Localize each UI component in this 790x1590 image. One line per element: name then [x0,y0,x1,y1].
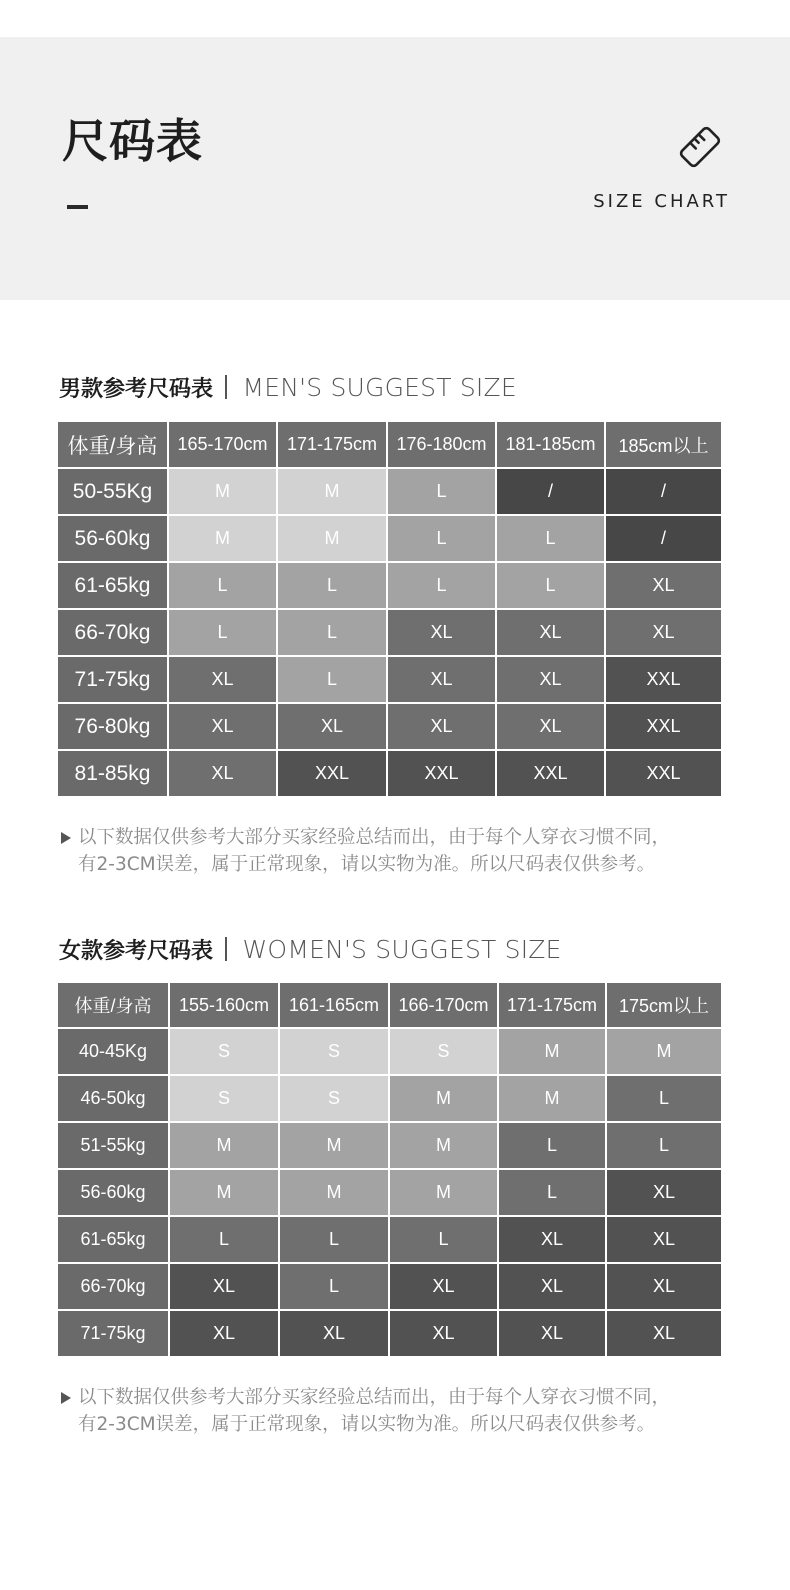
column-header: 185cm以上 [605,422,721,468]
size-cell: XL [277,703,387,750]
size-cell: S [279,1028,389,1075]
size-cell: XL [387,656,496,703]
row-label: 71-75kg [58,1310,169,1356]
table-row [58,1075,721,1122]
size-cell: XXL [387,750,496,796]
size-cell: L [496,515,605,562]
column-header: 176-180cm [387,422,496,468]
size-cell: L [279,1216,389,1263]
size-cell: XL [498,1263,606,1310]
size-cell: L [277,609,387,656]
row-label: 50-55Kg [58,468,168,515]
title-dash [67,205,88,209]
table-row [58,1310,721,1356]
size-cell: L [498,1122,606,1169]
size-cell: L [389,1216,498,1263]
size-cell: XL [606,1310,721,1356]
row-label: 71-75kg [58,656,168,703]
size-cell: XL [605,562,721,609]
size-cell: XL [387,609,496,656]
size-cell: L [279,1263,389,1310]
size-cell: M [498,1075,606,1122]
size-cell: M [498,1028,606,1075]
size-cell: XXL [496,750,605,796]
table-row [58,703,721,750]
size-cell: XL [496,656,605,703]
size-cell: XXL [605,656,721,703]
size-cell: XL [279,1310,389,1356]
size-cell: XL [168,703,277,750]
row-label: 56-60kg [58,1169,169,1216]
size-cell: XL [169,1310,279,1356]
row-label: 66-70kg [58,1263,169,1310]
size-cell: L [387,468,496,515]
size-cell: M [277,515,387,562]
size-cell: XL [387,703,496,750]
size-cell: / [605,468,721,515]
size-cell: / [496,468,605,515]
heading-separator [225,937,227,961]
size-cell: M [606,1028,721,1075]
size-cell: L [168,609,277,656]
row-label: 51-55kg [58,1122,169,1169]
corner-label: 体重/身高 [58,422,168,468]
size-cell: XL [168,750,277,796]
table-header-row [58,422,721,468]
size-cell: XL [606,1216,721,1263]
row-label: 61-65kg [58,562,168,609]
ruler-icon [677,124,723,170]
column-header: 171-175cm [277,422,387,468]
size-cell: L [606,1122,721,1169]
size-cell: XL [605,609,721,656]
table-row [58,1216,721,1263]
size-cell: M [279,1169,389,1216]
row-label: 40-45Kg [58,1028,169,1075]
women-section-heading [59,932,562,966]
table-header-row [58,983,721,1028]
column-header: 181-185cm [496,422,605,468]
size-cell: XL [606,1169,721,1216]
size-cell: M [168,515,277,562]
heading-separator [225,375,227,399]
note-line: 以下数据仅供参考大部分买家经验总结而出，由于每个人穿衣习惯不同， [78,1387,671,1408]
table-row [58,609,721,656]
corner-label: 体重/身高 [58,983,169,1028]
size-cell: XL [496,703,605,750]
size-cell: XXL [605,703,721,750]
women-size-table [58,983,721,1356]
men-section-heading [59,370,517,404]
column-header: 165-170cm [168,422,277,468]
size-cell: L [387,562,496,609]
column-header: 175cm以上 [606,983,721,1028]
size-cell: M [169,1122,279,1169]
size-cell: XL [606,1263,721,1310]
size-cell: XL [389,1310,498,1356]
size-chart-label: SIZE CHART [593,191,730,212]
row-label: 61-65kg [58,1216,169,1263]
table-row [58,1263,721,1310]
note-bullet-icon [61,1392,71,1404]
size-cell: S [169,1028,279,1075]
column-header: 166-170cm [389,983,498,1028]
size-cell: L [168,562,277,609]
size-cell: L [387,515,496,562]
row-label: 56-60kg [58,515,168,562]
table-row [58,468,721,515]
table-row [58,656,721,703]
note-line: 有2-3CM误差，属于正常现象，请以实物为准。所以尺码表仅供参考。 [78,1414,656,1435]
men-size-note [61,824,741,878]
note-line: 以下数据仅供参考大部分买家经验总结而出，由于每个人穿衣习惯不同， [78,827,671,848]
size-cell: M [389,1122,498,1169]
women-size-note [61,1384,741,1438]
women-heading-zh: 女款参考尺码表 [59,938,214,964]
table-row [58,1122,721,1169]
men-heading-en: MEN'S SUGGEST SIZE [242,372,517,402]
header-band [0,37,790,300]
column-header: 155-160cm [169,983,279,1028]
row-label: 81-85kg [58,750,168,796]
table-row [58,515,721,562]
size-cell: M [279,1122,389,1169]
size-cell: S [279,1075,389,1122]
size-cell: L [606,1075,721,1122]
size-cell: XL [168,656,277,703]
size-cell: / [605,515,721,562]
size-cell: L [277,656,387,703]
table-row [58,1169,721,1216]
men-heading-zh: 男款参考尺码表 [59,376,214,402]
size-cell: XL [169,1263,279,1310]
table-row [58,750,721,796]
size-cell: M [169,1169,279,1216]
women-heading-en: WOMEN'S SUGGEST SIZE [242,934,562,964]
size-cell: S [169,1075,279,1122]
column-header: 161-165cm [279,983,389,1028]
row-label: 46-50kg [58,1075,169,1122]
row-label: 76-80kg [58,703,168,750]
note-line: 有2-3CM误差，属于正常现象，请以实物为准。所以尺码表仅供参考。 [78,854,656,875]
size-cell: XL [498,1310,606,1356]
men-size-table [58,422,721,796]
size-cell: L [496,562,605,609]
note-bullet-icon [61,832,71,844]
size-cell: L [277,562,387,609]
size-cell: M [389,1075,498,1122]
size-cell: L [498,1169,606,1216]
table-row [58,1028,721,1075]
size-cell: XL [498,1216,606,1263]
size-cell: L [169,1216,279,1263]
row-label: 66-70kg [58,609,168,656]
column-header: 171-175cm [498,983,606,1028]
page-title: 尺码表 [62,114,203,168]
size-cell: S [389,1028,498,1075]
size-cell: XXL [277,750,387,796]
size-cell: XL [496,609,605,656]
size-cell: XXL [605,750,721,796]
size-cell: XL [389,1263,498,1310]
size-cell: M [168,468,277,515]
table-row [58,562,721,609]
size-cell: M [389,1169,498,1216]
size-cell: M [277,468,387,515]
